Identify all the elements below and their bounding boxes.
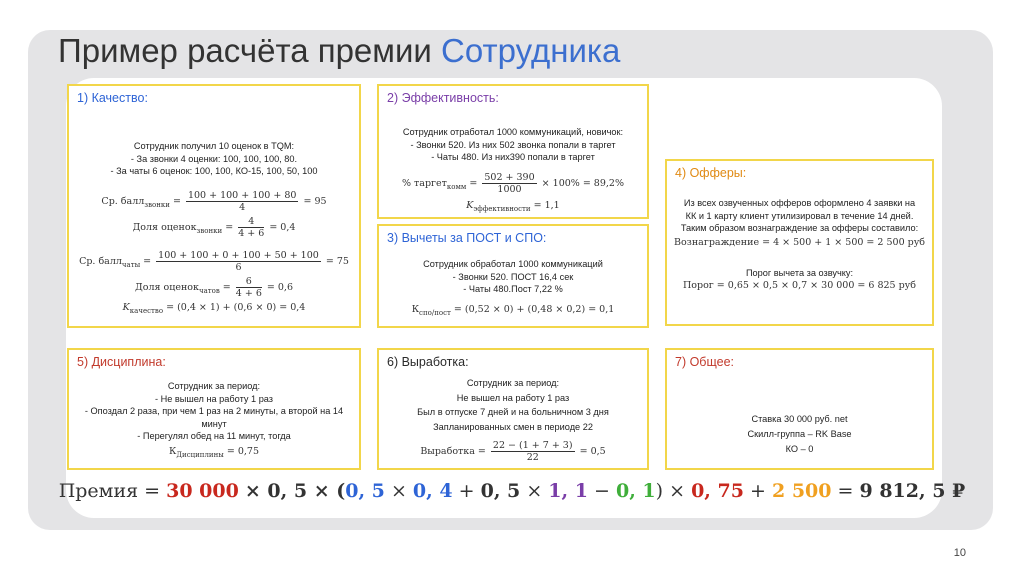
general-box [665, 348, 934, 470]
offers-reward-formula: Вознаграждение = 4 × 500 + 1 × 500 = 2 500 руб [673, 237, 926, 248]
formula-efficiency-coef: 1, 1 [548, 480, 588, 502]
formula-quality-coef: 0, 4 [412, 480, 453, 502]
efficiency-title: 2) Эффективность: [387, 91, 499, 105]
bonus-final-formula: Премия = 30 000 × 0, 5 × (0, 5 × 0, 4 + 0, 5 × 1, 1 − 0, 1) × 0, 75 + 2 500 = 9 812, 5 ₽ [58, 480, 966, 502]
offers-box [665, 159, 934, 326]
formula-rate: 30 000 [166, 480, 239, 502]
formula-discipline-coef: 0, 75 [691, 480, 744, 502]
quality-title: 1) Качество: [77, 91, 148, 105]
output-title: 6) Выработка: [387, 355, 469, 369]
deductions-description: Сотрудник обработал 1000 коммуникаций - Звонки 520. ПОСТ 16,4 сек - Чаты 480.Пост 7,22 % [423, 259, 603, 294]
output-box [377, 348, 649, 470]
quality-box [67, 84, 361, 328]
discipline-box [67, 348, 361, 470]
quality-formula-chats-avg: Ср. балл$_{чаты}$ = $\frac{100 + 100 + 0 + 100 + 50 + 100}{6}$ = 75 [79, 250, 349, 273]
deductions-title: 3) Вычеты за ПОСТ и СПО: [387, 231, 547, 245]
title-accent: Сотрудника [441, 32, 621, 69]
quality-formula-chats-share: Доля оценок$_{чатов}$ = $\frac{6}{4 + 6}$ = 0,6 [135, 276, 293, 299]
offers-title: 4) Офферы: [675, 166, 747, 180]
page-title: Пример расчёта премии Сотрудника [58, 32, 621, 69]
discipline-description: Сотрудник за период: - Не вышел на работу 1 раз - Опоздал 2 раза, при чем 1 раз на 2 минуты, а второй на 14 минут - Перегулял обед на 11 минут, тогда [84, 381, 344, 441]
formula-quality-share: 0, 5 [345, 480, 385, 502]
deductions-box [377, 224, 649, 328]
quality-description: Сотрудник получил 10 оценок в ТQM: - За звонки 4 оценки: 100, 100, 100, 80. - За чаты 6 оценок: 100, 100, КО-15, 100, 50, 100 [110, 141, 318, 176]
general-description: Ставка 30 000 руб. net Скилл-группа – RK Base КО – 0 [747, 414, 852, 454]
quality-formula-calls-share: Доля оценок$_{звонки}$ = $\frac{4}{4 + 6}$ = 0,4 [132, 216, 296, 239]
page-number: 10 [953, 547, 966, 559]
offers-description: Из всех озвученных офферов оформлено 4 заявки на КК и 1 карту клиент утилизировал в течение 14 дней. Таким образом вознаграждение за офферы составило: [680, 198, 919, 233]
formula-total: 9 812, 5 ₽ [859, 480, 966, 502]
efficiency-description: Сотрудник отработал 1000 коммуникаций, новичок: - Звонки 520. Из них 502 звонка попали в таргет - Чаты 480. Из них390 попали в таргет [402, 127, 624, 162]
formula-deduction-coef: 0, 1 [615, 480, 656, 502]
offers-threshold-formula: Порог = 0,65 × 0,5 × 0,7 × 30 000 = 6 825 руб [683, 280, 916, 291]
output-formula: Выработка = $\frac{22 - (1 + 7 + 3)}{22}$ = 0,5 [420, 440, 606, 463]
efficiency-box [377, 84, 649, 219]
formula-offers: 2 500 [771, 480, 832, 502]
discipline-title: 5) Дисциплина: [77, 355, 166, 369]
efficiency-target-formula: % таргет$_{комм}$ = $\frac{502 + 390}{1000}$ × 100% = 89,2% [401, 172, 624, 195]
efficiency-coefficient: $K_{эффективности} = 1,1$ [466, 200, 560, 213]
output-description: Сотрудник за период: Не вышел на работу 1 раз Был в отпуске 7 дней и на больничном 3 дня Запланированных смен в периоде 22 [417, 378, 609, 432]
quality-formula-calls-avg: Ср. балл$_{звонки}$ = $\frac{100 + 100 + 100 + 80}{4}$ = 95 [101, 190, 327, 213]
deductions-coefficient: $К_{спо/пост} = (0,52 \times 0) + (0,48 \times 0,2) = 0,1$ [411, 304, 615, 317]
offers-threshold-label: Порог вычета за озвучку: [745, 268, 854, 278]
quality-coefficient: $K_{качество} = (0,4 \times 1) + (0,6 \times 0) = 0,4$ [122, 302, 306, 315]
formula-efficiency-share: 0, 5 [480, 480, 521, 502]
discipline-coefficient: $К_{Дисциплины} = 0,75$ [169, 446, 259, 459]
general-title: 7) Общее: [675, 355, 734, 369]
